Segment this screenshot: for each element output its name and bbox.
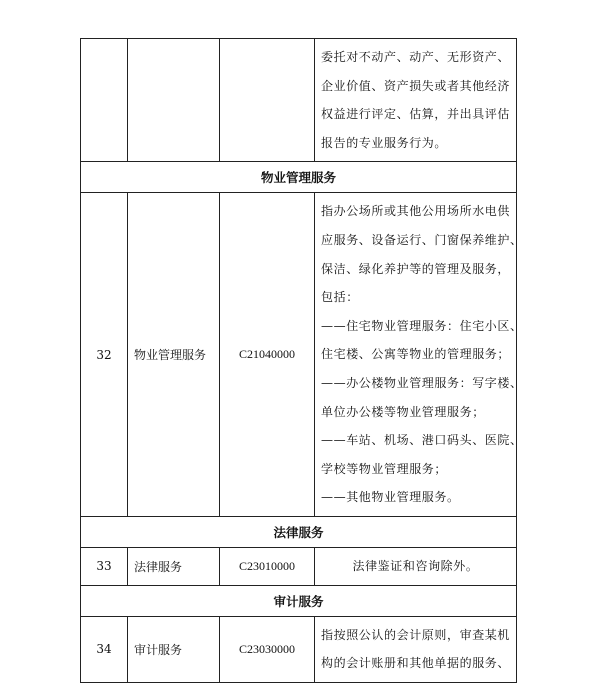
description-line: 应服务、设备运行、门窗保养维护、 xyxy=(321,232,523,247)
item-name: 法律服务 xyxy=(128,547,220,585)
description-line: ——其他物业管理服务。 xyxy=(321,490,460,505)
description-line: 学校等物业管理服务； xyxy=(321,461,448,476)
item-number: 33 xyxy=(81,547,128,585)
section-header-row xyxy=(81,585,517,616)
section-header-row xyxy=(81,162,517,193)
item-number: 34 xyxy=(81,616,128,682)
table-row xyxy=(81,616,517,682)
description-line: 包括： xyxy=(321,290,359,305)
item-code xyxy=(220,39,315,162)
description-line: ——车站、机场、港口码头、医院、 xyxy=(321,433,523,448)
description-line: 委托对不动产、动产、无形资产、 xyxy=(321,50,511,64)
section-header-row xyxy=(81,516,517,547)
item-description xyxy=(315,616,517,682)
description-line: 报告的专业服务行为。 xyxy=(321,135,448,150)
section-title: 物业管理服务 xyxy=(81,162,517,193)
item-number: 32 xyxy=(81,193,128,517)
section-title: 法律服务 xyxy=(81,516,517,547)
description-line: 权益进行评定、估算，并出具评估 xyxy=(321,107,511,122)
description-line: ——住宅物业管理服务：住宅小区、 xyxy=(321,318,523,333)
item-code: C21040000 xyxy=(220,193,315,517)
item-description xyxy=(315,193,523,517)
item-code: C23030000 xyxy=(220,616,315,682)
item-description xyxy=(315,39,517,162)
item-code: C23010000 xyxy=(220,547,315,585)
description-line: 指办公场所或其他公用场所水电供 xyxy=(321,204,511,219)
description-line: ——办公楼物业管理服务：写字楼、 xyxy=(321,375,523,390)
description-line: 住宅楼、公寓等物业的管理服务； xyxy=(321,347,511,362)
table-row xyxy=(81,193,517,517)
item-name: 物业管理服务 xyxy=(128,193,220,517)
section-title: 审计服务 xyxy=(81,585,517,616)
description-line: 单位办公楼等物业管理服务； xyxy=(321,404,485,419)
description-line: 法律鉴证和咨询除外。 xyxy=(352,558,479,573)
table-body xyxy=(81,39,523,683)
description-line: 构的会计账册和其他单据的服务、 xyxy=(321,656,511,671)
item-number xyxy=(81,39,128,162)
item-name xyxy=(128,39,220,162)
item-name: 审计服务 xyxy=(128,616,220,682)
item-description xyxy=(315,547,517,585)
catalog-table xyxy=(80,38,523,683)
table-row xyxy=(81,547,517,585)
description-line: 企业价值、资产损失或者其他经济 xyxy=(321,78,511,93)
description-line: 保洁、绿化养护等的管理及服务， xyxy=(321,261,511,276)
table-row xyxy=(81,39,517,162)
description-line: 指按照公认的会计原则，审查某机 xyxy=(321,627,511,642)
